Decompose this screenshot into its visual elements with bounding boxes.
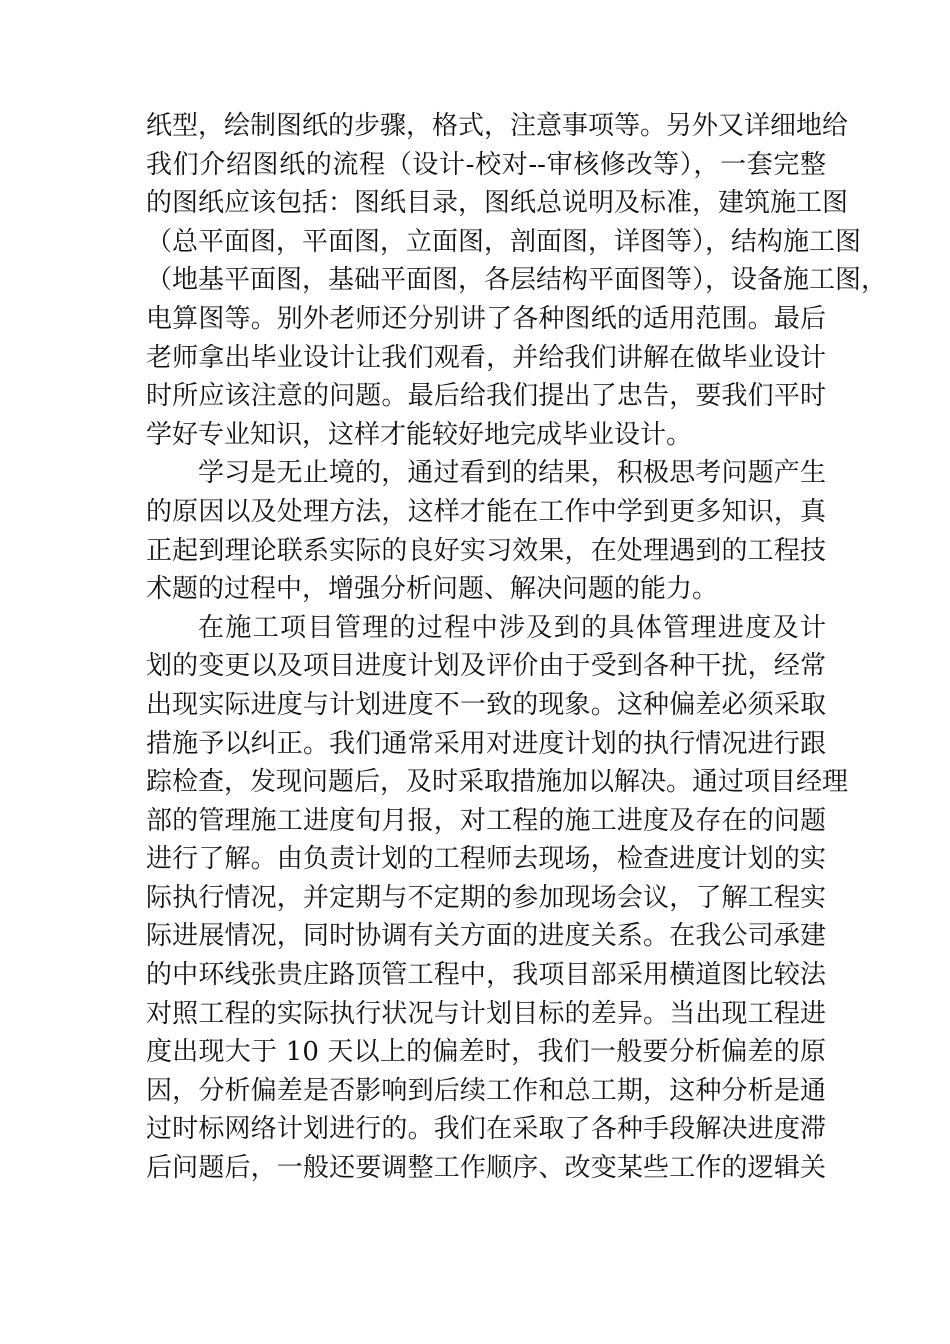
text-line: （地基平面图，基础平面图，各层结构平面图等），设备施工图， [146, 265, 888, 296]
text-line: 际进展情况，同时协调有关方面的进度关系。在我公司承建 [146, 921, 826, 952]
text-line: 学好专业知识，这样才能较好地完成毕业设计。 [146, 419, 693, 450]
text-line: 老师拿出毕业设计让我们观看，并给我们讲解在做毕业设计 [146, 342, 826, 373]
body-text [146, 107, 888, 1188]
text-line: 后问题后，一般还要调整工作顺序、改变某些工作的逻辑关 [146, 1153, 826, 1184]
text-line: 划的变更以及项目进度计划及评价由于受到各种干扰，经常 [146, 651, 826, 682]
text-line: 部的管理施工进度旬月报，对工程的施工进度及存在的问题 [146, 805, 826, 836]
text-line: 措施予以纠正。我们通常采用对进度计划的执行情况进行跟 [146, 728, 826, 759]
text-line: 的中环线张贵庄路顶管工程中，我项目部采用横道图比较法 [146, 960, 826, 991]
text-line: （总平面图，平面图，立面图，剖面图，详图等），结构施工图 [146, 226, 862, 257]
text-line: 电算图等。别外老师还分别讲了各种图纸的适用范围。最后 [146, 303, 826, 334]
text-line: 因，分析偏差是否影响到后续工作和总工期，这种分析是通 [146, 1075, 826, 1106]
text-line: 度出现大于 10 天以上的偏差时，我们一般要分析偏差的原 [146, 1037, 826, 1068]
text-line: 正起到理论联系实际的良好实习效果，在处理遇到的工程技 [146, 535, 826, 566]
text-line: 过时标网络计划进行的。我们在采取了各种手段解决进度滞 [146, 1114, 826, 1145]
paragraph-first-line: 在施工项目管理的过程中涉及到的具体管理进度及计 [198, 612, 826, 643]
text-line: 术题的过程中，增强分析问题、解决问题的能力。 [146, 574, 719, 605]
text-line: 时所应该注意的问题。最后给我们提出了忠告，要我们平时 [146, 381, 826, 412]
text-line: 对照工程的实际执行状况与计划目标的差异。当出现工程进 [146, 998, 826, 1029]
text-line: 我们介绍图纸的流程（设计-校对--审核修改等），一套完整 [146, 149, 826, 180]
text-line: 出现实际进度与计划进度不一致的现象。这种偏差必须采取 [146, 689, 826, 720]
text-line: 的图纸应该包括：图纸目录，图纸总说明及标准，建筑施工图 [146, 188, 849, 219]
text-line: 的原因以及处理方法，这样才能在工作中学到更多知识，真 [146, 496, 826, 527]
text-line: 纸型，绘制图纸的步骤，格式，注意事项等。另外又详细地给 [146, 111, 849, 141]
text-line: 踪检查，发现问题后，及时采取措施加以解决。通过项目经理 [146, 767, 849, 798]
paragraph-first-line: 学习是无止境的，通过看到的结果，积极思考问题产生 [198, 458, 826, 489]
text-line: 际执行情况，并定期与不定期的参加现场会议，了解工程实 [146, 882, 826, 913]
text-line: 进行了解。由负责计划的工程师去现场，检查进度计划的实 [146, 844, 826, 875]
